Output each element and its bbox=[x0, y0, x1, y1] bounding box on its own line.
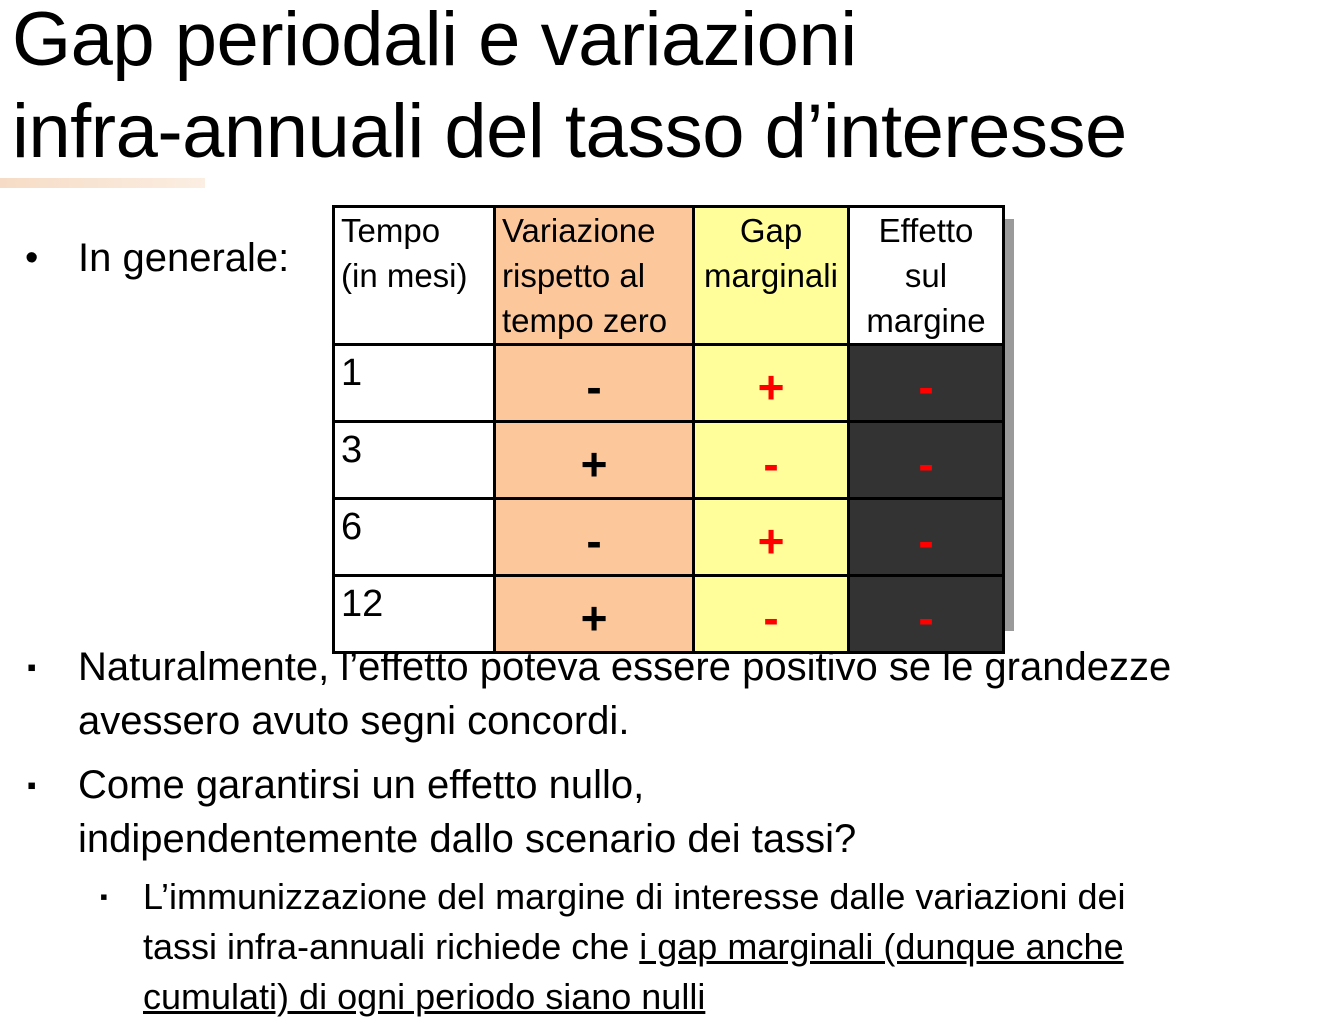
title-line-2: infra-annuali del tasso d’interesse bbox=[12, 89, 1127, 174]
underlined-text: i gap marginali (dunque anche bbox=[639, 926, 1124, 967]
header-effect: Effetto sul margine bbox=[849, 207, 1004, 345]
cell-gap: + bbox=[694, 345, 849, 422]
header-gap: Gap marginali bbox=[694, 207, 849, 345]
intro-text: In generale: bbox=[78, 236, 290, 280]
table-row bbox=[334, 422, 1004, 499]
table-header-row bbox=[334, 207, 1004, 345]
cell-effect: - bbox=[849, 499, 1004, 576]
square-bullet-icon: ▪ bbox=[100, 884, 108, 909]
cell-effect: - bbox=[849, 345, 1004, 422]
bullet-text-2: Come garantirsi un effetto nullo, indipendentemente dallo scenario dei tassi? bbox=[78, 763, 857, 861]
cell-variation: + bbox=[495, 576, 694, 653]
bullet-dot: • bbox=[25, 237, 39, 279]
cell-variation: + bbox=[495, 422, 694, 499]
cell-time: 3 bbox=[334, 422, 495, 499]
cell-gap: + bbox=[694, 499, 849, 576]
header-variation: Variazione rispetto al tempo zero bbox=[495, 207, 694, 345]
square-bullet-icon: ▪ bbox=[27, 652, 37, 682]
gap-table-container bbox=[332, 205, 1005, 654]
slide-title bbox=[12, 0, 1322, 178]
cell-effect: - bbox=[849, 422, 1004, 499]
cell-variation: - bbox=[495, 499, 694, 576]
underlined-text: cumulati) di ogni periodo siano nulli bbox=[143, 976, 706, 1017]
table-row bbox=[334, 345, 1004, 422]
cell-time: 12 bbox=[334, 576, 495, 653]
sub-bullet-text: L’immunizzazione del margine di interesse dalle variazioni dei tassi infra-annuali richiede che i gap marginali (dunque anche cumulati) di ogni periodo siano nulli bbox=[143, 876, 1126, 1017]
cell-time: 6 bbox=[334, 499, 495, 576]
bullet-text-1: Naturalmente, l’effetto poteva essere positivo se le grandezze avessero avuto segni concordi. bbox=[78, 645, 1172, 743]
cell-time: 1 bbox=[334, 345, 495, 422]
table-row bbox=[334, 499, 1004, 576]
gap-table bbox=[332, 205, 1005, 654]
square-bullet-icon: ▪ bbox=[27, 770, 37, 800]
header-time: Tempo (in mesi) bbox=[334, 207, 495, 345]
cell-gap: - bbox=[694, 422, 849, 499]
title-underline-bar bbox=[0, 178, 205, 188]
title-line-1: Gap periodali e variazioni bbox=[12, 0, 857, 82]
cell-variation: - bbox=[495, 345, 694, 422]
cell-effect: - bbox=[849, 576, 1004, 653]
cell-gap: - bbox=[694, 576, 849, 653]
